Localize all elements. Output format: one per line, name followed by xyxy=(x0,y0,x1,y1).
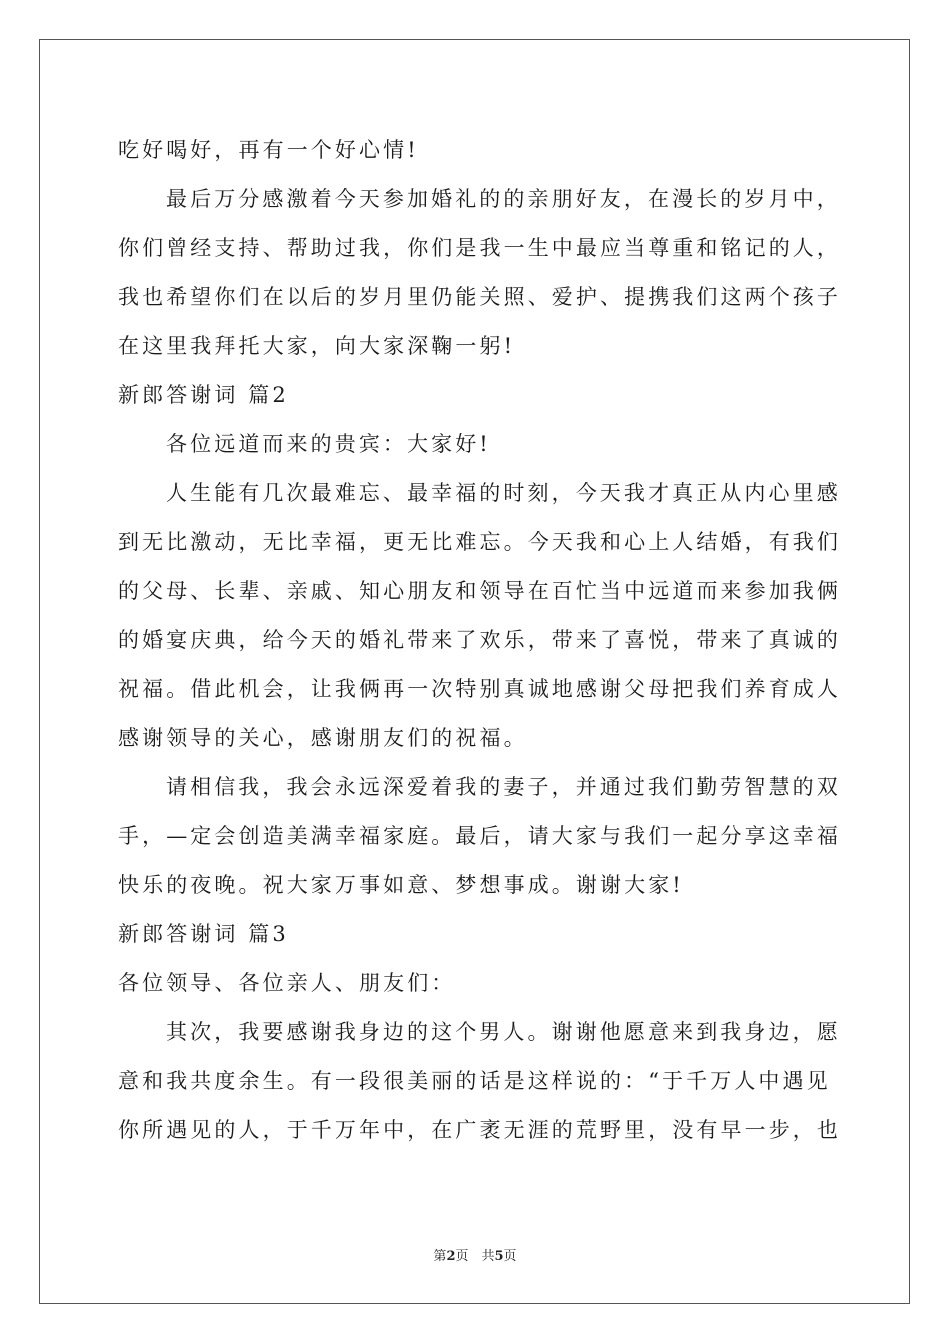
text-line: 到无比激动，无比幸福，更无比难忘。今天我和心上人结婚，有我们 xyxy=(118,530,841,554)
text-line: 最后万分感激着今天参加婚礼的的亲朋好友，在漫长的岁月中， xyxy=(166,187,841,211)
text-line: 意和我共度余生。有一段很美丽的话是这样说的：“于千万人中遇见 xyxy=(118,1069,831,1093)
footer-middle: 页 共 xyxy=(455,1249,495,1264)
text-line: 感谢领导的关心，感谢朋友们的祝福。 xyxy=(118,726,528,750)
text-line: 请相信我，我会永远深爱着我的妻子，并通过我们勤劳智慧的双 xyxy=(166,775,841,799)
footer-prefix: 第 xyxy=(433,1249,447,1264)
text-line: 的婚宴庆典，给今天的婚礼带来了欢乐，带来了喜悦，带来了真诚的 xyxy=(118,628,841,652)
section-heading: 新郎答谢词 篇2 xyxy=(118,383,289,407)
text-line: 各位远道而来的贵宾：大家好! xyxy=(166,432,491,456)
section-heading: 新郎答谢词 篇3 xyxy=(118,922,289,946)
text-line: 祝福。借此机会，让我俩再一次特别真诚地感谢父母把我们养育成人 xyxy=(118,677,841,701)
document-body xyxy=(118,126,841,1155)
text-line: 手，—定会创造美满幸福家庭。最后，请大家与我们一起分享这幸福 xyxy=(118,824,841,848)
text-line: 吃好喝好，再有一个好心情! xyxy=(118,138,419,162)
total-page-number: 5 xyxy=(494,1249,504,1264)
footer-suffix: 页 xyxy=(503,1249,517,1264)
text-line: 在这里我拜托大家，向大家深鞠一躬! xyxy=(118,334,516,358)
text-line: 你所遇见的人，于千万年中，在广袤无涯的荒野里，没有早一步，也 xyxy=(118,1118,841,1142)
current-page-number: 2 xyxy=(446,1249,456,1264)
text-line: 各位领导、各位亲人、朋友们： xyxy=(118,971,456,995)
text-line: 人生能有几次最难忘、最幸福的时刻，今天我才真正从内心里感 xyxy=(166,481,841,505)
page-footer xyxy=(0,1248,950,1266)
text-line: 的父母、长辈、亲戚、知心朋友和领导在百忙当中远道而来参加我俩 xyxy=(118,579,841,603)
text-line: 我也希望你们在以后的岁月里仍能关照、爱护、提携我们这两个孩子 xyxy=(118,285,841,309)
text-line: 快乐的夜晚。祝大家万事如意、梦想事成。谢谢大家! xyxy=(118,873,684,897)
text-line: 你们曾经支持、帮助过我，你们是我一生中最应当尊重和铭记的人， xyxy=(118,236,841,260)
text-line: 其次，我要感谢我身边的这个男人。谢谢他愿意来到我身边，愿 xyxy=(166,1020,841,1044)
